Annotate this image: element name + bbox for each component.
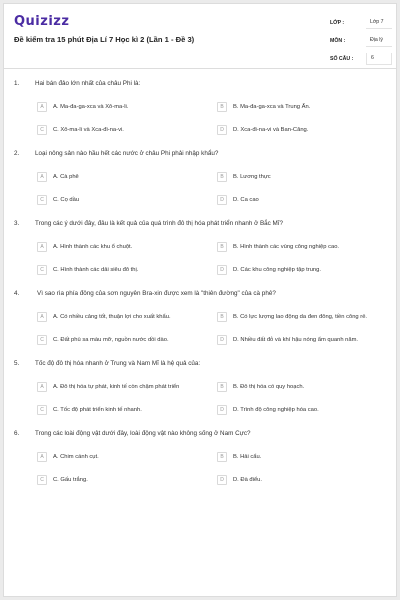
question-text: Hai bán đảo lớn nhất của châu Phi là: [35,80,141,87]
question-number: 4. [14,290,20,297]
option-text: C. Hình thành các dải siêu đô thị. [53,267,139,273]
option-text: D. Các khu công nghiệp tập trung. [233,267,321,273]
option-text: D. Đà điểu. [233,477,262,483]
meta-row-subject [330,32,392,50]
question-text: Vì sao rìa phía đông của sơn nguyên Bra-xin được xem là "thiên đường" của cà phê? [37,290,276,297]
meta-label: LỚP : [330,20,345,26]
option-a[interactable] [37,311,171,323]
option-letter-box: D [217,265,227,275]
option-letter-box: B [217,172,227,182]
option-text: A. Có nhiều cảng tốt, thuận lợi cho xuất khẩu. [53,314,171,320]
option-text: B. Hình thành các vùng công nghiệp cao. [233,244,340,250]
question-number: 6. [14,430,20,437]
option-text: A. Đô thị hóa tự phát, kinh tế còn chậm phát triển [53,384,180,390]
meta-label: MÔN : [330,38,346,44]
option-b[interactable] [217,311,367,323]
question-text: Tốc độ đô thị hóa nhanh ở Trung và Nam Mĩ là hệ quả của: [35,360,201,367]
option-letter-box: B [217,242,227,252]
option-letter-box: A [37,172,47,182]
meta-label: SỐ CÂU : [330,56,354,62]
option-letter-box: D [217,125,227,135]
option-a[interactable] [37,171,79,183]
option-letter-box: A [37,242,47,252]
header-divider [4,68,396,69]
option-letter-box: C [37,265,47,275]
option-letter-box: D [217,475,227,485]
option-letter-box: B [217,102,227,112]
option-text: B. Có lực lượng lao động da đen đông, tiền công rẻ. [233,314,368,320]
option-b[interactable] [217,101,310,113]
option-text: D. Nhiều đất đỏ và khí hậu nóng ẩm quanh năm. [233,337,359,343]
option-text: B. Hải cẩu. [233,454,262,460]
option-letter-box: C [37,405,47,415]
question-text: Loại nông sản nào hầu hết các nước ở châu Phi phải nhập khẩu? [35,150,219,157]
option-letter-box: A [37,102,47,112]
option-letter-box: D [217,405,227,415]
worksheet-page [3,3,397,597]
option-b[interactable] [217,171,271,183]
meta-value: Địa lý [366,35,392,47]
question-number: 1. [14,80,20,87]
option-a[interactable] [37,101,128,113]
option-letter-box: D [217,335,227,345]
meta-value: Lớp 7 [366,17,392,29]
option-text: C. Cọ dầu [53,197,80,203]
option-letter-box: C [37,195,47,205]
option-b[interactable] [217,381,304,393]
option-text: A. Cà phê [53,174,79,180]
option-letter-box: A [37,452,47,462]
meta-row-class [330,14,392,32]
option-letter-box: A [37,312,47,322]
option-text: D. Trình độ công nghiệp hóa cao. [233,407,319,413]
option-d[interactable] [217,334,358,346]
question-text: Trong các ý dưới đây, đâu là kết quả của quá trình đô thị hóa phát triển nhanh ở Bắc Mĩ? [35,220,284,227]
option-text: B. Ma-đa-ga-xca và Trung Ấn. [233,104,311,110]
option-letter-box: C [37,475,47,485]
option-b[interactable] [217,451,261,463]
option-d[interactable] [217,194,259,206]
question-number: 2. [14,150,20,157]
option-c[interactable] [37,124,124,136]
option-text: B. Đô thị hóa có quy hoạch. [233,384,305,390]
meta-value: 6 [366,53,392,65]
question-number: 5. [14,360,20,367]
option-d[interactable] [217,404,319,416]
option-d[interactable] [217,264,321,276]
question-number: 3. [14,220,20,227]
option-text: C. Đất phù sa màu mỡ, nguồn nước dồi dào. [53,337,169,343]
option-a[interactable] [37,451,99,463]
option-letter-box: B [217,452,227,462]
option-text: B. Lương thực [233,174,271,180]
worksheet-title: Đề kiểm tra 15 phút Địa Lí 7 Học kì 2 (Lần 1 - Đề 3) [14,35,195,44]
quizizz-logo: Quizizz [14,14,70,29]
option-d[interactable] [217,124,308,136]
meta-box [330,14,392,68]
option-letter-box: B [217,382,227,392]
option-text: C. Tốc độ phát triển kinh tế nhanh. [53,407,142,413]
option-text: D. Xca-đi-na-vi và Ban-Căng. [233,127,309,133]
option-text: C. Xô-ma-li và Xca-đi-na-vi. [53,127,124,133]
option-text: A. Hình thành các khu ổ chuột. [53,244,133,250]
option-c[interactable] [37,474,88,486]
option-text: A. Chim cánh cụt. [53,454,99,460]
option-b[interactable] [217,241,339,253]
meta-row-count [330,50,392,68]
option-text: C. Gấu trắng. [53,477,88,483]
option-c[interactable] [37,404,142,416]
option-letter-box: C [37,335,47,345]
option-a[interactable] [37,241,132,253]
option-letter-box: C [37,125,47,135]
option-letter-box: B [217,312,227,322]
option-c[interactable] [37,264,138,276]
option-letter-box: D [217,195,227,205]
option-text: D. Ca cao [233,197,259,203]
option-letter-box: A [37,382,47,392]
option-text: A. Ma-đa-ga-xca và Xô-ma-li. [53,104,129,110]
option-a[interactable] [37,381,179,393]
option-c[interactable] [37,334,169,346]
question-text: Trong các loài động vật dưới đây, loài động vật nào không sống ở Nam Cực? [35,430,251,437]
option-c[interactable] [37,194,79,206]
option-d[interactable] [217,474,262,486]
